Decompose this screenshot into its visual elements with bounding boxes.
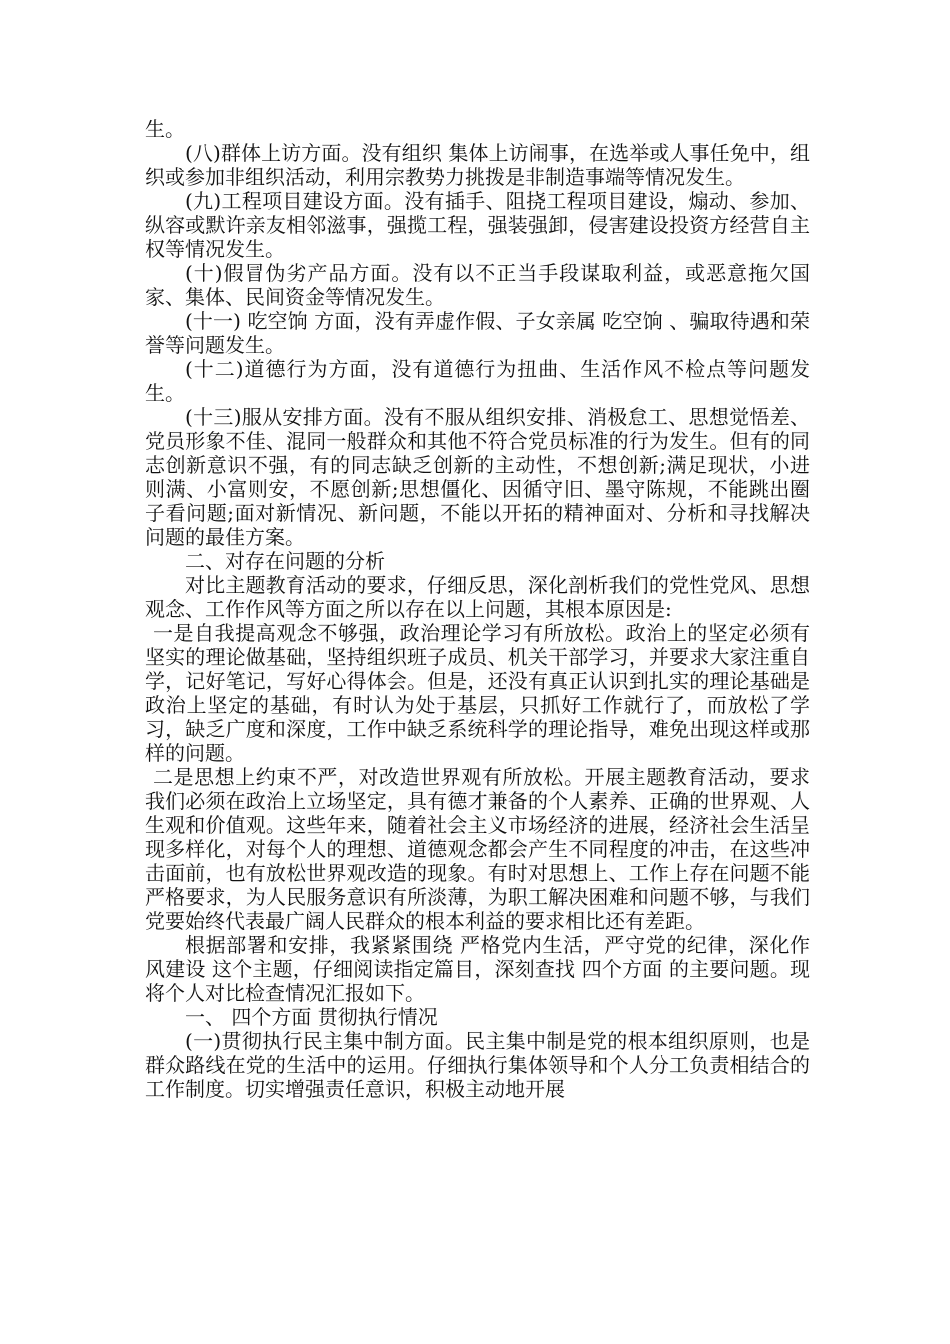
section-heading: 二、对存在问题的分析 <box>185 549 385 573</box>
paragraph: (十三)服从安排方面。没有不服从组织安排、消极怠工、思想觉悟差、党员形象不佳、混同一般群众和其他不符合党员标准的行为发生。但有的同志创新意识不强，有的同志缺乏创新的主动性，不想创新;满足现状，小进则满、小富则安，不愿创新;思想僵化、因循守旧、墨守陈规，不能跳出圈子看问题;面对新情况、新问题，不能以开拓的精神面对、分析和寻找解决问题的最佳方案。 <box>145 405 810 549</box>
paragraph: (一)贯彻执行民主集中制方面。民主集中制是党的根本组织原则，也是群众路线在党的生活中的运用。仔细执行集体领导和个人分工负责相结合的工作制度。切实增强责任意识，积极主动地开展 <box>145 1029 810 1101</box>
paragraph: (十一) 吃空饷 方面，没有弄虚作假、子女亲属 吃空饷 、骗取待遇和荣誉等问题发生。 <box>145 309 810 357</box>
paragraph: (九)工程项目建设方面。没有插手、阻挠工程项目建设，煽动、参加、纵容或默许亲友相邻滋事，强揽工程，强装强卸，侵害建设投资方经营自主权等情况发生。 <box>145 189 810 261</box>
paragraph: (十二)道德行为方面，没有道德行为扭曲、生活作风不检点等问题发生。 <box>145 357 810 405</box>
paragraph: (十)假冒伪劣产品方面。没有以不正当手段谋取利益，或恶意拖欠国家、集体、民间资金等情况发生。 <box>145 261 810 309</box>
paragraph: 根据部署和安排，我紧紧围绕 严格党内生活，严守党的纪律，深化作风建设 这个主题，仔细阅读指定篇目，深刻查找 四个方面 的主要问题。现将个人对比检查情况汇报如下。 <box>145 933 810 1005</box>
document-page <box>145 117 810 1101</box>
paragraph: 生。 <box>145 117 185 141</box>
paragraph: (八)群体上访方面。没有组织 集体上访闹事，在选举或人事任免中，组织或参加非组织活动，利用宗教势力挑拨是非制造事端等情况发生。 <box>145 141 810 189</box>
paragraph: 一是自我提高观念不够强，政治理论学习有所放松。政治上的坚定必须有坚实的理论做基础，坚持组织班子成员、机关干部学习，并要求大家注重自学，记好笔记，写好心得体会。但是，还没有真正认识到扎实的理论基础是政治上坚定的基础，有时认为处于基层，只抓好工作就行了，而放松了学习，缺乏广度和深度，工作中缺乏系统科学的理论指导，难免出现这样或那样的问题。 <box>145 621 810 765</box>
paragraph: 对比主题教育活动的要求，仔细反思，深化剖析我们的党性党风、思想观念、工作作风等方面之所以存在以上问题，其根本原因是: <box>145 573 810 621</box>
section-heading: 一、 四个方面 贯彻执行情况 <box>185 1005 438 1029</box>
paragraph: 二是思想上约束不严，对改造世界观有所放松。开展主题教育活动，要求我们必须在政治上立场坚定，具有德才兼备的个人素养、正确的世界观、人生观和价值观。这些年来，随着社会主义市场经济的进展，经济社会生活呈现多样化，对每个人的理想、道德观念都会产生不同程度的冲击，在这些冲击面前，也有放松世界观改造的现象。有时对思想上、工作上存在问题不能严格要求，为人民服务意识有所淡薄，为职工解决困难和问题不够，与我们党要始终代表最广阔人民群众的根本利益的要求相比还有差距。 <box>145 765 810 933</box>
